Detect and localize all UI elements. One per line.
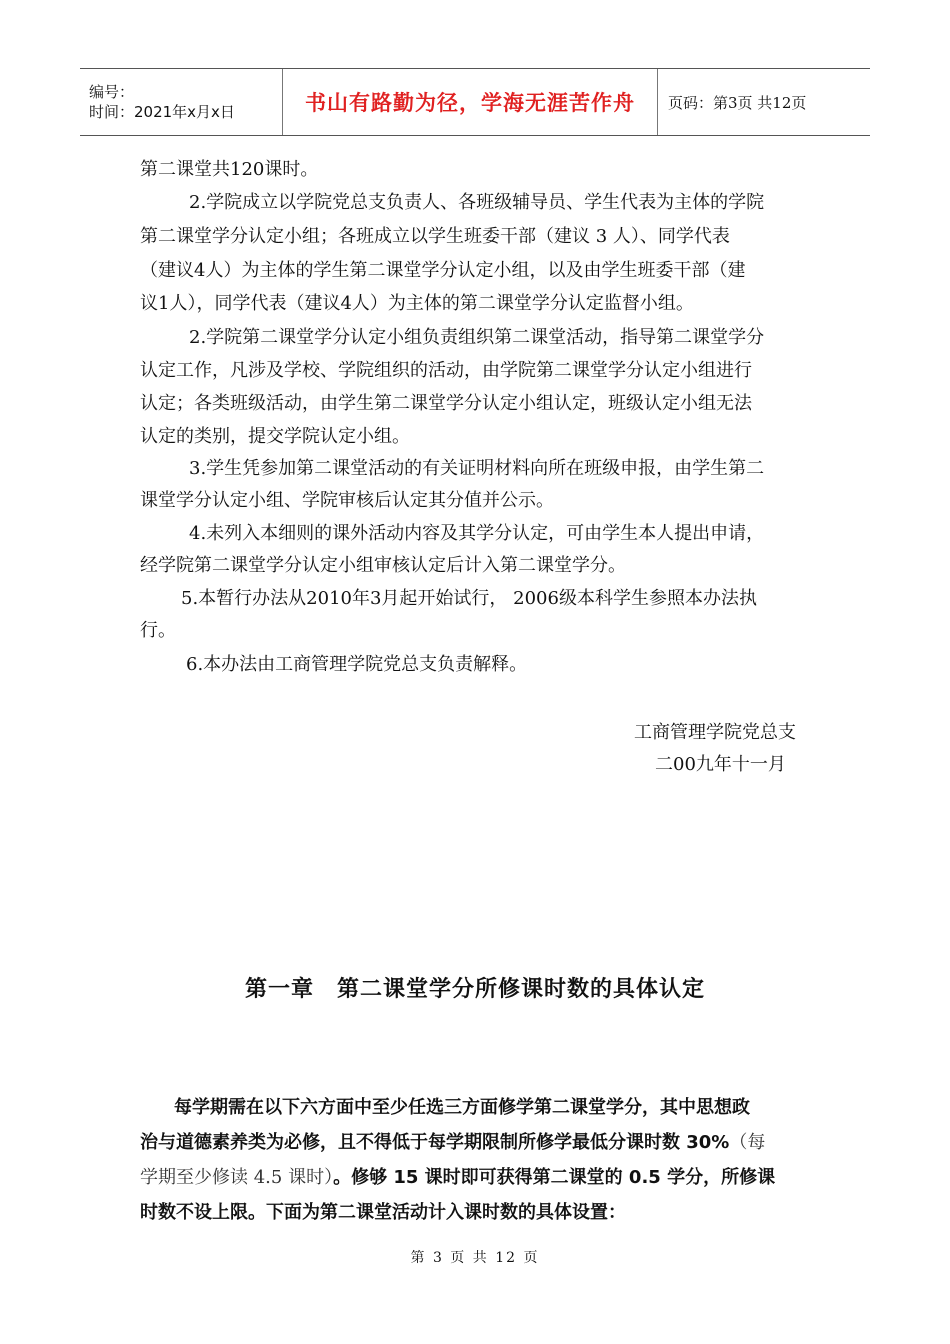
body-line: 经学院第二课堂学分认定小组审核认定后计入第二课堂学分。 (140, 555, 626, 576)
doc-number-label: 编号： (89, 83, 135, 101)
bold-paragraph-line (140, 1163, 775, 1189)
body-line: 认定工作，凡涉及学校、学院组织的活动，由学院第二课堂学分认定小组进行 (140, 360, 752, 381)
bold-paragraph-line: 每学期需在以下六方面中至少任选三方面修学第二课堂学分，其中思想政 (174, 1097, 750, 1118)
bold-paragraph-note: （每 (729, 1132, 766, 1153)
body-line: 课堂学分认定小组、学院审核后认定其分值并公示。 (140, 490, 554, 511)
body-line: （建议4人）为主体的学生第二课堂学分认定小组，以及由学生班委干部（建 (140, 260, 746, 281)
bold-paragraph-text: 治与道德素养类为必修，且不得低于每学期限制所修学最低分课时数 30% (140, 1132, 730, 1153)
body-line: 6.本办法由工商管理学院党总支负责解释。 (186, 654, 528, 675)
bold-paragraph-line: 时数不设上限。下面为第二课堂活动计入课时数的具体设置： (140, 1202, 626, 1223)
body-line: 认定；各类班级活动，由学生第二课堂学分认定小组认定，班级认定小组无法 (140, 393, 752, 414)
body-line: 4.未列入本细则的课外活动内容及其学分认定，可由学生本人提出申请， (189, 523, 765, 544)
header-motto: 书山有路勤为径，学海无涯苦作舟 (283, 69, 658, 135)
body-line: 议1人），同学代表（建议4人）为主体的第二课堂学分认定监督小组。 (140, 293, 694, 314)
chapter-title: 第一章 第二课堂学分所修课时数的具体认定 (244, 977, 705, 1002)
body-line: 第二课堂共120课时。 (140, 159, 319, 180)
body-line: 3.学生凭参加第二课堂活动的有关证明材料向所在班级申报，由学生第二 (189, 458, 765, 479)
doc-time-label: 时间：2021年x月x日 (89, 103, 235, 121)
header-page-code: 页码：第3页 共12页 (668, 93, 807, 112)
body-line: 第二课堂学分认定小组；各班成立以学生班委干部（建议 3 人）、同学代表 (140, 226, 730, 247)
page-footer: 第 3 页 共 12 页 (410, 1250, 540, 1266)
body-line: 5.本暂行办法从2010年3月起开始试行， 2006级本科学生参照本办法执 (181, 588, 757, 609)
signature-org: 工商管理学院党总支 (634, 722, 796, 743)
bold-paragraph-note: 学期至少修读 4.5 课时） (140, 1167, 334, 1188)
body-line: 2.学院第二课堂学分认定小组负责组织第二课堂活动，指导第二课堂学分 (189, 327, 765, 348)
bold-paragraph-text: 。修够 15 课时即可获得第二课堂的 0.5 学分，所修课 (333, 1167, 776, 1188)
header-meta (80, 69, 283, 135)
signature-date: 二00九年十一月 (655, 754, 786, 775)
page-header (80, 68, 870, 136)
body-line: 认定的类别，提交学院认定小组。 (140, 426, 410, 447)
body-line: 行。 (140, 620, 176, 641)
body-line: 2.学院成立以学院党总支负责人、各班级辅导员、学生代表为主体的学院 (189, 192, 765, 213)
bold-paragraph-line (140, 1128, 765, 1154)
